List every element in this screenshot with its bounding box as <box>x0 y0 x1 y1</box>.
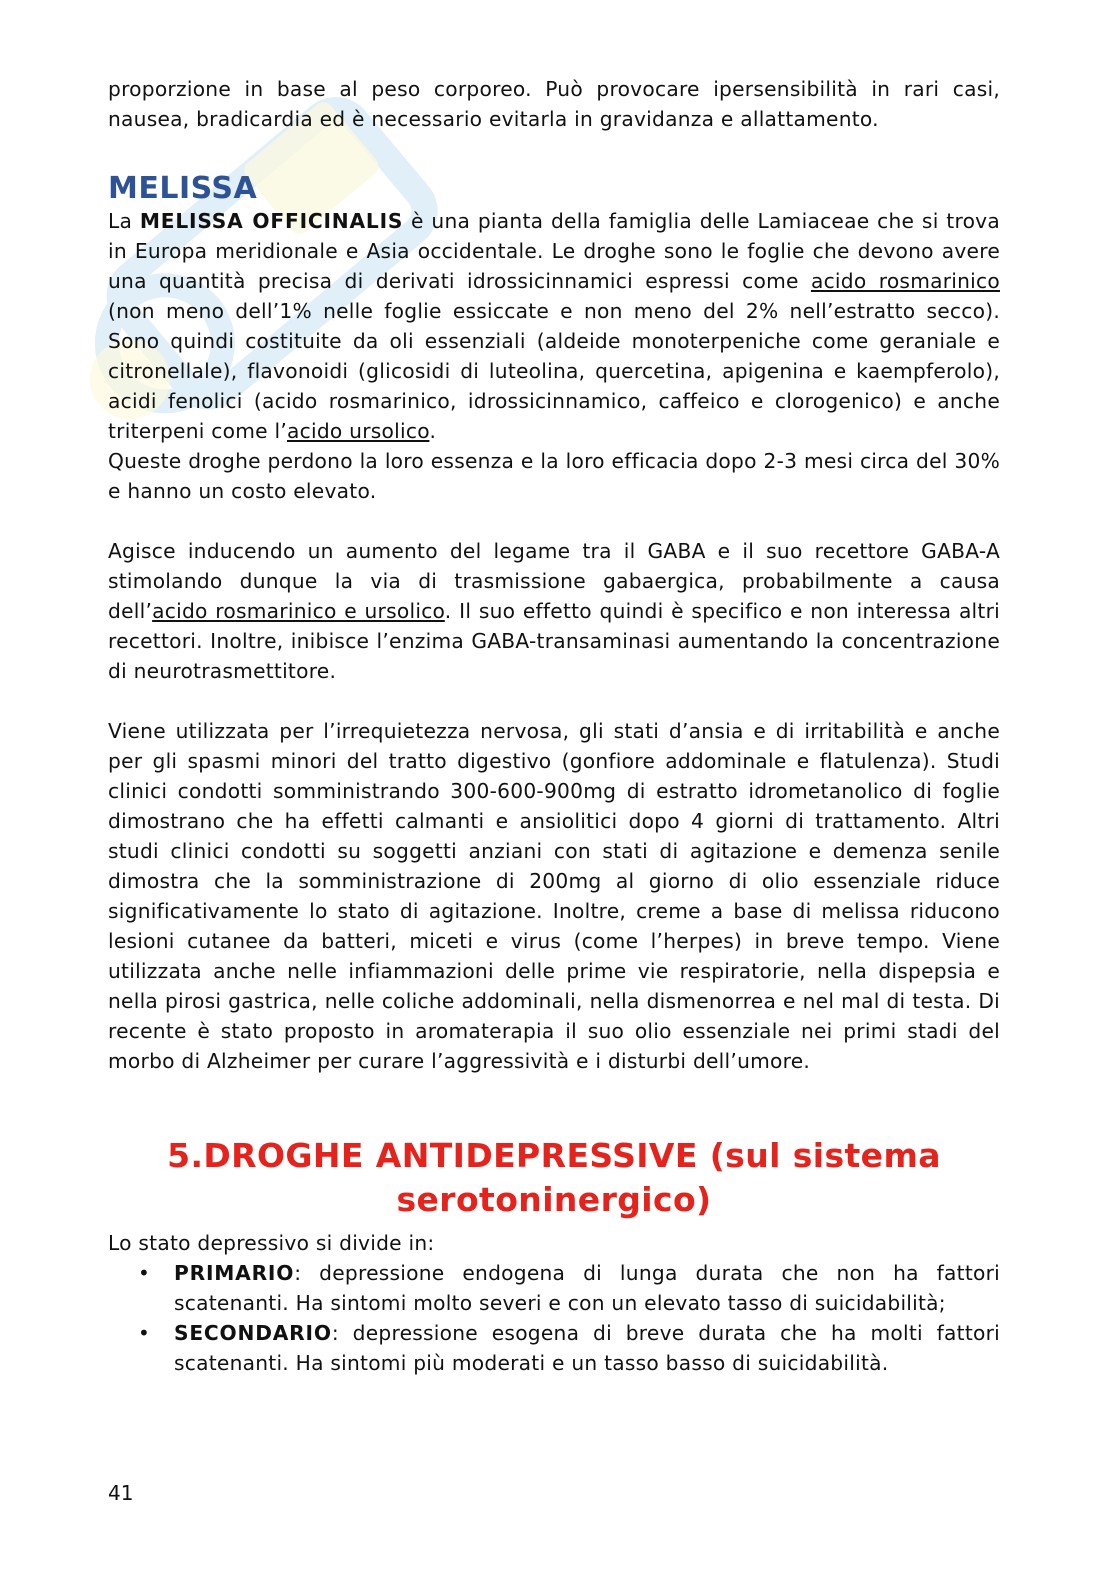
acido-rosmarinico-link: acido rosmarinico <box>810 269 1000 293</box>
chapter-intro: Lo stato depressivo si divide in: <box>108 1231 435 1255</box>
intro-paragraph: proporzione in base al peso corporeo. Può provocare ipersensibilità in rari casi, nausea, bradicardia ed è necessario evitarla in gravidanza e allattamento. <box>108 77 1000 131</box>
page-number: 41 <box>108 1481 134 1505</box>
melissa-p1-text-a: è una pianta della famiglia delle Lamiaceae che si trova in Europa meridionale e Asia occidentale. Le droghe sono le foglie che devono avere una quantità precisa di derivati idrossicinnamici espressi come <box>108 209 1000 293</box>
bullet-icon: • <box>138 1261 151 1285</box>
list-item-term: SECONDARIO <box>174 1321 332 1345</box>
section-heading-melissa: MELISSA <box>108 171 258 206</box>
melissa-p3-text-a: Agisce inducendo un aumento del legame tra il GABA e il suo recettore GABA-A stimolando dunque la via di trasmissione gabaergica, probabilmente a causa dell’ <box>108 539 1000 623</box>
melissa-p3-text-b: . Il suo effetto quindi è specifico e non interessa altri recettori. Inoltre, inibisce l’enzima GABA-transaminasi aumentando la concentrazione di neurotrasmettitore. <box>108 599 1000 683</box>
document-page <box>108 74 1000 1378</box>
chapter-heading-line1: 5.DROGHE ANTIDEPRESSIVE (sul sistema <box>167 1136 941 1175</box>
list-item-text: : depressione esogena di breve durata che ha molti fattori scatenanti. Ha sintomi più moderati e un tasso basso di suicidabilità. <box>174 1321 1000 1375</box>
melissa-p1-end: . <box>429 419 437 443</box>
bullet-icon: • <box>138 1321 151 1345</box>
melissa-paragraph-efficacy: Queste droghe perdono la loro essenza e la loro efficacia dopo 2-3 mesi circa del 30% e hanno un costo elevato. <box>108 449 1000 503</box>
list-item-secondario <box>108 1318 1000 1378</box>
melissa-p1-text-b: (non meno dell’1% nelle foglie essiccate e non meno del 2% nell’estratto secco). Sono quindi costituite da oli essenziali (aldeide monoterpeniche come geraniale e citronellale), flavonoidi (glicosidi di luteolina, quercetina, apigenina e kaempferolo), acidi fenolici (acido rosmarinico, idrossicinnamico, caffeico e clorogenico) e anche triterpeni come l’ <box>108 299 1000 443</box>
melissa-officinalis-term: MELISSA OFFICINALIS <box>139 209 404 233</box>
melissa-paragraph-mechanism <box>108 536 1000 686</box>
list-item-term: PRIMARIO <box>174 1261 295 1285</box>
acido-ursolico-link: acido ursolico <box>287 419 430 443</box>
melissa-p1-lead: La <box>108 209 140 233</box>
list-item-primario <box>108 1258 1000 1318</box>
melissa-paragraph-uses: Viene utilizzata per l’irrequietezza nervosa, gli stati d’ansia e di irritabilità e anche per gli spasmi minori del tratto digestivo (gonfiore addominale e flatulenza). Studi clinici condotti somministrando 300-600-900mg di estratto idrometanolico di foglie dimostrano che ha effetti calmanti e ansiolitici dopo 4 giorni di trattamento. Altri studi clinici condotti su soggetti anziani con stati di agitazione e demenza senile dimostra che la somministrazione di 200mg al giorno di olio essenziale riduce significativamente lo stato di agitazione. Inoltre, creme a base di melissa riducono lesioni cutanee da batteri, miceti e virus (come l’herpes) in breve tempo. Viene utilizzata anche nelle infiammazioni delle prime vie respiratorie, nella dispepsia e nella pirosi gastrica, nelle coliche addominali, nella dismenorrea e nel mal di testa. Di recente è stato proposto in aromaterapia il suo olio essenziale nei primi stadi del morbo di Alzheimer per curare l’aggressività e i disturbi dell’umore. <box>108 719 1000 1073</box>
chapter-heading-line2: serotoninergico) <box>396 1180 712 1219</box>
depression-types-list <box>108 1258 1000 1378</box>
list-item-text: : depressione endogena di lunga durata che non ha fattori scatenanti. Ha sintomi molto severi e con un elevato tasso di suicidabilità; <box>174 1261 1000 1315</box>
chapter-heading <box>108 1134 1000 1222</box>
melissa-paragraph-composition <box>108 206 1000 446</box>
acido-rosmarinico-ursolico-link: acido rosmarinico e ursolico <box>152 599 445 623</box>
